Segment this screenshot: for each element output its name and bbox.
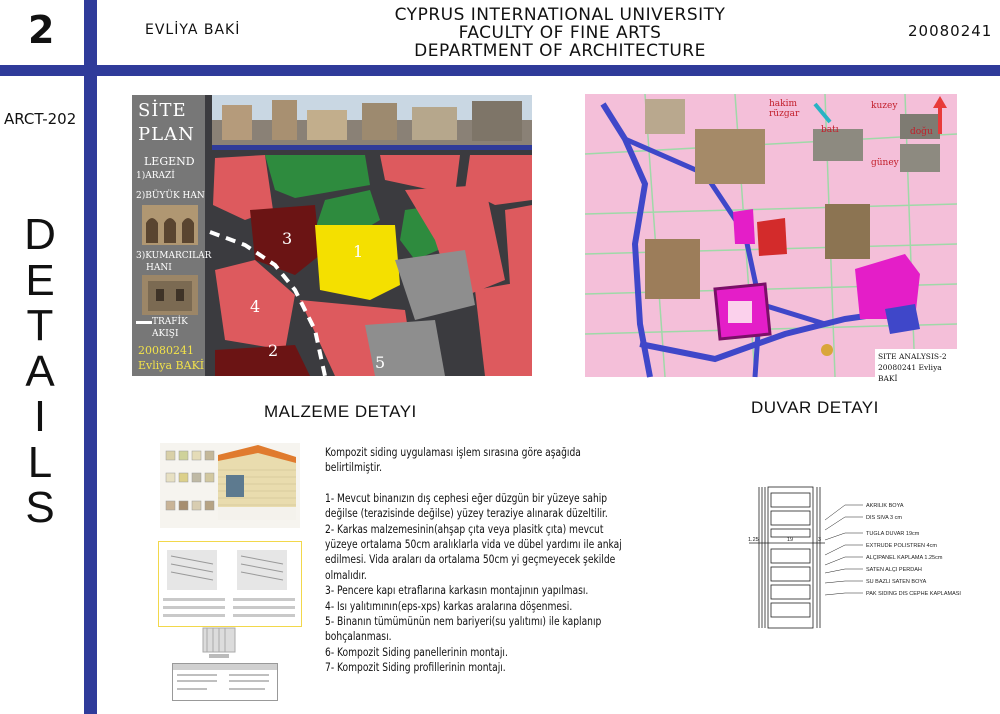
duvar-detay-title: DUVAR DETAYI bbox=[751, 398, 879, 417]
wind-label: hakim rüzgar bbox=[769, 99, 800, 119]
wall-dimension: 19 bbox=[787, 537, 794, 543]
wall-layer-label: PAK SIDING DIS CEPHE KAPLAMASI bbox=[866, 591, 961, 597]
legend-item: 2)BÜYÜK HAN bbox=[136, 191, 205, 201]
building-red bbox=[757, 218, 787, 256]
instruction-step: 5- Binanın tümümünün nem bariyeri(su yalıtımı) ile kaplanıp bohçalanması. bbox=[325, 615, 602, 644]
site-plan-title-line: PLAN bbox=[138, 124, 195, 145]
faculty-line: FACULTY OF FINE ARTS bbox=[458, 23, 662, 43]
vertical-letter: T bbox=[26, 301, 54, 350]
student-name: EVLİYA BAKİ bbox=[145, 22, 241, 38]
wall-layer-label: AKRILIK BOYA bbox=[866, 503, 904, 509]
instruction-text: Kompozit siding uygulaması işlem sırasına göre aşağıda belirtilmiştir. bbox=[325, 446, 581, 475]
vertical-letter: I bbox=[33, 392, 47, 441]
site-analysis-map bbox=[585, 94, 957, 383]
legend-item: HANI bbox=[146, 263, 172, 273]
site-analysis-drawing bbox=[585, 94, 957, 377]
legend-item: TRAFİK bbox=[152, 317, 188, 327]
sheet-number: 2 bbox=[28, 8, 55, 52]
instruction-step: 3- Pencere kapı etraflarına karkasın montajının yapılması. bbox=[325, 584, 589, 598]
caption-line: 20080241 Evliya BAKİ bbox=[878, 363, 942, 383]
instruction-step: 4- Isı yalıtımının(eps-xps) karkas aralarına döşenmesi. bbox=[325, 599, 573, 613]
map-photo bbox=[645, 239, 700, 299]
kumarcilar-han-thumbnail bbox=[142, 275, 198, 315]
wall-layer-label: SU BAZLI SATEN BOYA bbox=[866, 579, 927, 585]
block-label: 1 bbox=[353, 242, 364, 261]
instruction-step: 6- Kompozit Siding panellerinin montajı. bbox=[325, 645, 508, 659]
legend-item: 1)ARAZİ bbox=[136, 171, 175, 181]
wall-layer-label: DIS SIVA 3 cm bbox=[866, 515, 902, 521]
site-plan-student-name: Evliya BAKİ bbox=[138, 359, 205, 372]
block-label: 4 bbox=[250, 297, 261, 316]
wall-layer-label: SATEN ALÇI PERDAH bbox=[866, 567, 922, 573]
caption-line: SITE ANALYSIS-2 bbox=[878, 352, 947, 361]
student-number: 20080241 bbox=[908, 22, 993, 40]
site-plan-map bbox=[205, 150, 532, 376]
site-plan-student-number: 20080241 bbox=[138, 344, 194, 357]
north-label: kuzey bbox=[871, 101, 898, 111]
site-plan-title-line: SİTE bbox=[138, 100, 187, 121]
block-label: 5 bbox=[375, 353, 386, 372]
frame-horizontal-bar bbox=[0, 65, 1000, 76]
east-label: doğu bbox=[910, 127, 933, 137]
west-label: batı bbox=[821, 125, 839, 135]
wall-dimension: 1.25 bbox=[748, 537, 759, 543]
vertical-letter: D bbox=[24, 210, 56, 259]
map-photo bbox=[695, 129, 765, 184]
frame-vertical-bar bbox=[84, 0, 97, 714]
map-photo bbox=[645, 99, 685, 134]
legend-item: AKIŞI bbox=[152, 329, 179, 339]
buyuk-han-thumbnail bbox=[142, 205, 198, 245]
panel-sample-image bbox=[193, 626, 245, 660]
siding-instructions bbox=[325, 445, 625, 676]
vertical-title bbox=[20, 212, 60, 531]
wall-layer-label: ALÇIPANEL KAPLAMA 1.25cm bbox=[866, 555, 943, 561]
vertical-letter: A bbox=[25, 346, 55, 396]
siding-facade-image bbox=[218, 445, 296, 520]
site-land bbox=[315, 225, 400, 300]
legend-title: LEGEND bbox=[144, 155, 195, 168]
instruction-step: 2- Karkas malzemesinin(ahşap çıta veya plasitk çıta) mevcut yüzeye ortalama 50cm aralıklarla vida ve dübel yardımı ile ankaj edilmesi. Vida araları da ortalama 50cm yi geçmeyecek şekilde olmalıdır. bbox=[325, 522, 622, 582]
compass-icon bbox=[821, 344, 833, 356]
site-plan-sidebar bbox=[132, 95, 212, 376]
header-title bbox=[360, 6, 760, 60]
wall-section-drawing bbox=[745, 485, 965, 630]
buyuk-han bbox=[215, 345, 310, 376]
vertical-letter: L bbox=[27, 437, 53, 487]
malzeme-detay-title: MALZEME DETAYI bbox=[264, 402, 417, 421]
traffic-legend-swatch bbox=[136, 321, 152, 324]
block-label: 2 bbox=[268, 341, 279, 360]
block-label: 3 bbox=[282, 229, 293, 248]
legend-item: 3)KUMARCILAR bbox=[136, 251, 212, 261]
panel-spec-table bbox=[172, 663, 278, 701]
map-photo bbox=[900, 144, 940, 172]
map-photo bbox=[825, 204, 870, 259]
wall-layer-label: TUGLA DUVAR 19cm bbox=[866, 531, 920, 537]
university-line: CYPRUS INTERNATIONAL UNIVERSITY bbox=[394, 5, 726, 25]
panel-spec-box bbox=[158, 541, 302, 627]
site-plan-panel bbox=[132, 95, 532, 376]
instruction-step: 7- Kompozit Siding profillerinin montajı. bbox=[325, 661, 506, 675]
department-line: DEPARTMENT OF ARCHITECTURE bbox=[414, 41, 706, 61]
instruction-spacer bbox=[325, 476, 627, 491]
vertical-letter: E bbox=[25, 255, 55, 305]
street-photos-strip bbox=[212, 95, 532, 150]
site-analysis-caption bbox=[875, 349, 961, 386]
wall-dimension: 3 bbox=[818, 537, 822, 543]
wall-layer-label: EXTRUDE POLISTREN 4cm bbox=[866, 543, 937, 549]
site-plan-title bbox=[138, 99, 195, 147]
vertical-letter: S bbox=[25, 483, 55, 532]
instruction-step: 1- Mevcut binanızın dış cephesi eğer düzgün bir yüzeye sahip değilse (terazisinde değilse) yüzey teraziye alınarak düzeltilir. bbox=[325, 491, 608, 521]
course-code: ARCT-202 bbox=[4, 110, 77, 128]
south-label: güney bbox=[871, 158, 899, 168]
